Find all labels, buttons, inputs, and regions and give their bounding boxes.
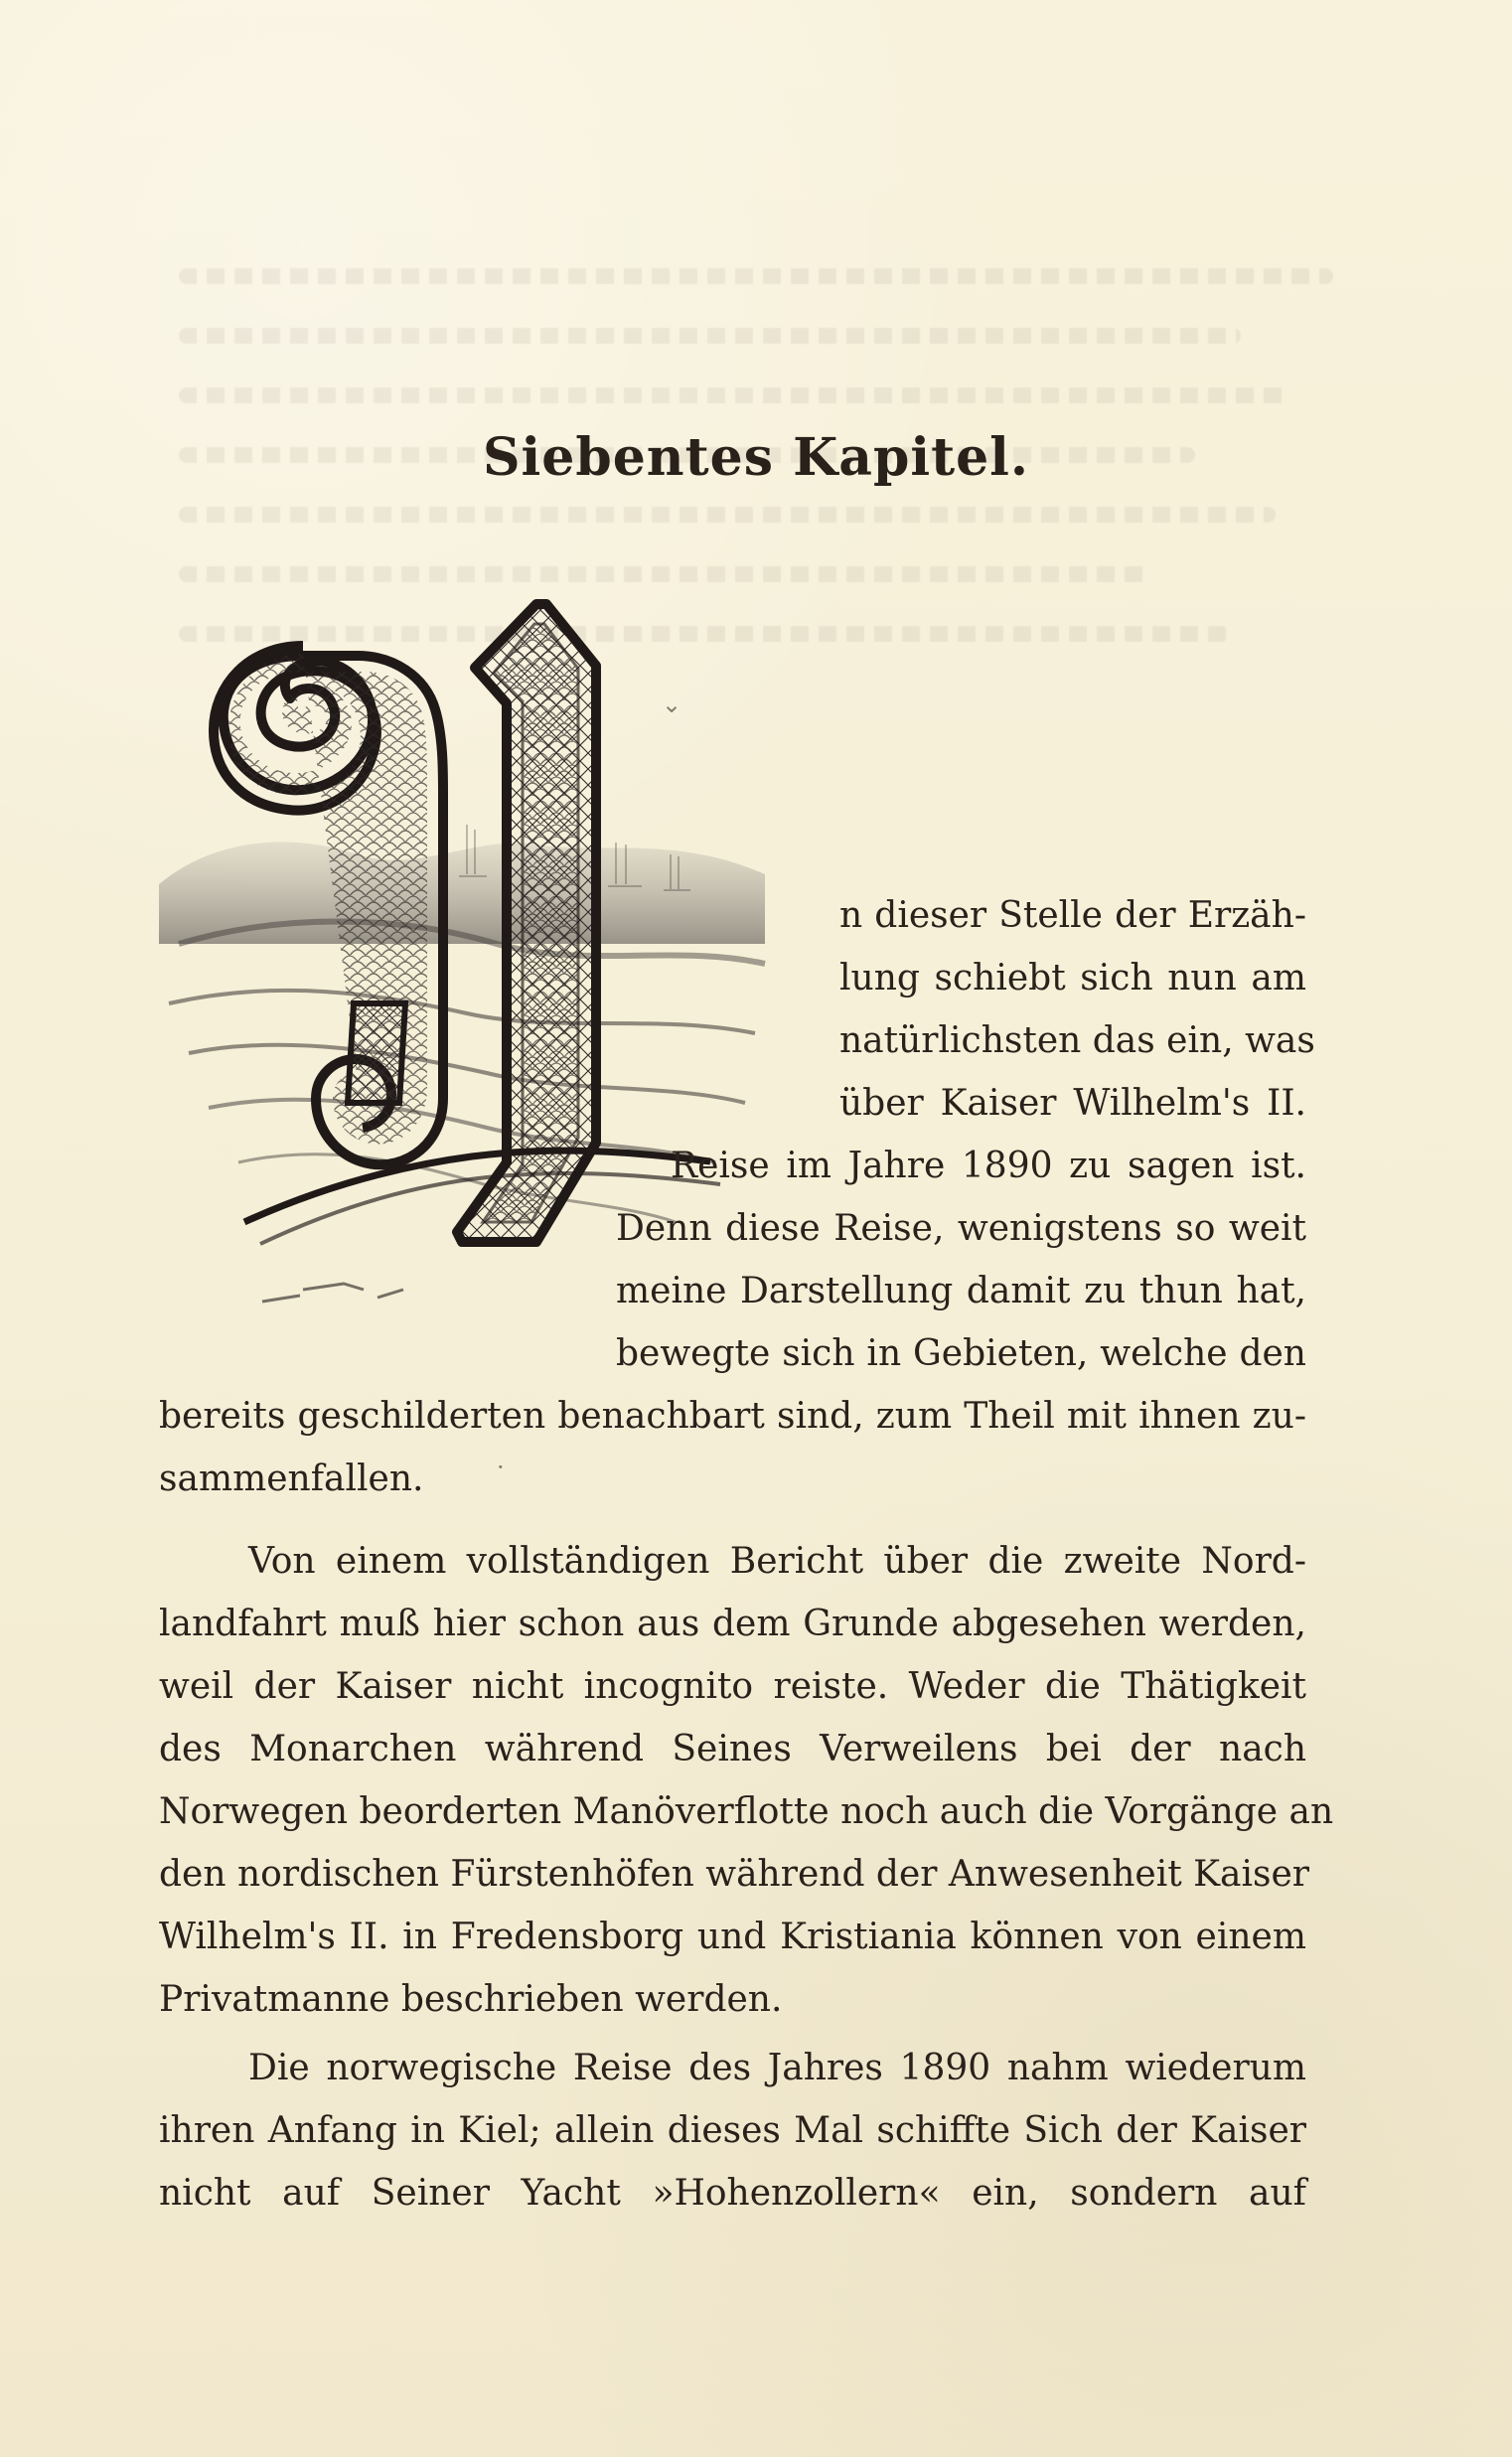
body-line-8: bewegte sich in Gebieten, welche den <box>616 1333 1306 1374</box>
small-dot-mark: · <box>497 1454 505 1481</box>
body-line-6: Denn diese Reise, wenigstens so weit <box>616 1208 1306 1249</box>
body-line-14: des Monarchen während Seines Verweilens bei der nach <box>159 1729 1306 1769</box>
body-line-4: über Kaiser Wilhelm's II. <box>839 1083 1306 1124</box>
body-line-19: Die norwegische Reise des Jahres 1890 nahm wiederum <box>248 2048 1306 2088</box>
body-line-16: den nordischen Fürstenhöfen während der Anwesenheit Kaiser <box>159 1854 1309 1895</box>
body-line-1: n dieser Stelle der Erzäh- <box>839 895 1306 936</box>
body-line-7: meine Darstellung damit zu thun hat, <box>616 1271 1306 1311</box>
body-line-15: Norwegen beorderten Manöverflotte noch auch die Vorgänge an <box>159 1791 1334 1832</box>
body-line-10: sammenfallen. <box>159 1459 424 1499</box>
body-line-3: natürlichsten das ein, was <box>839 1020 1315 1061</box>
body-line-20: ihren Anfang in Kiel; allein dieses Mal schiffte Sich der Kaiser <box>159 2110 1306 2151</box>
chapter-title: Siebentes Kapitel. <box>482 427 1030 488</box>
body-line-18: Privatmanne beschrieben werden. <box>159 1979 783 2020</box>
small-ornament-mark: ⌄ <box>662 691 682 718</box>
body-line-21: nicht auf Seiner Yacht »Hohenzollern« ein, sondern auf <box>159 2173 1306 2214</box>
body-line-17: Wilhelm's II. in Fredensborg und Kristiania können von einem <box>159 1917 1306 1957</box>
body-line-12: landfahrt muß hier schon aus dem Grunde abgesehen werden, <box>159 1604 1306 1644</box>
body-line-13: weil der Kaiser nicht incognito reiste. Weder die Thätigkeit <box>159 1666 1306 1707</box>
body-line-9: bereits geschilderten benachbart sind, zum Theil mit ihnen zu- <box>159 1396 1306 1437</box>
body-line-5: Reise im Jahre 1890 zu sagen ist. <box>671 1146 1306 1186</box>
body-line-2: lung schiebt sich nun am <box>839 958 1306 998</box>
body-line-11: Von einem vollständigen Bericht über die zweite Nord- <box>248 1541 1306 1582</box>
